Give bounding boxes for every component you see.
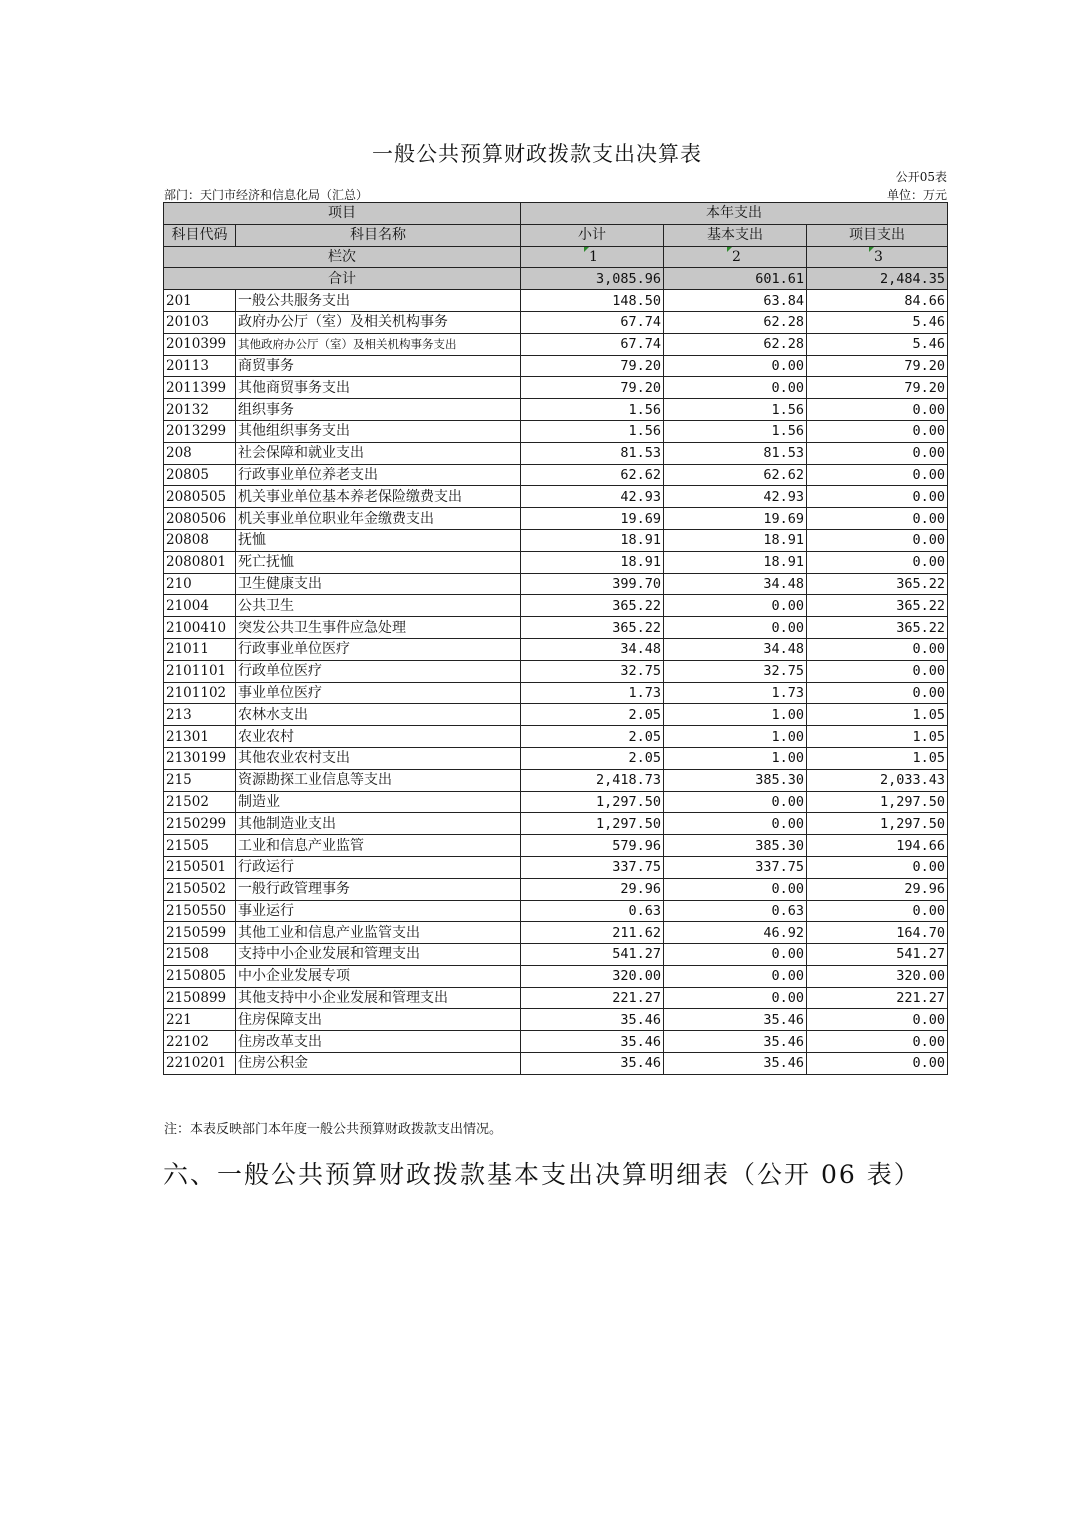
- expenditure-table: [163, 202, 948, 1075]
- row-project: 1.05: [807, 704, 948, 726]
- row-project: 79.20: [807, 377, 948, 399]
- row-project: 0.00: [807, 856, 948, 878]
- table-row: [164, 922, 948, 944]
- row-project: 84.66: [807, 290, 948, 312]
- unit-label: 单位：万元: [886, 188, 947, 202]
- table-note: 注：本表反映部门本年度一般公共预算财政拨款支出情况。: [164, 1122, 503, 1137]
- table-row: [164, 399, 948, 421]
- row-project: 0.00: [807, 682, 948, 704]
- row-name: 住房改革支出: [236, 1031, 521, 1053]
- row-project: 5.46: [807, 333, 948, 355]
- table-title: 一般公共预算财政拨款支出决算表: [372, 142, 702, 166]
- row-code: 20113: [164, 355, 236, 377]
- table-row: [164, 1031, 948, 1053]
- row-project: 0.00: [807, 660, 948, 682]
- row-subtotal: 18.91: [521, 529, 664, 551]
- table-row: [164, 944, 948, 966]
- row-basic: 0.00: [664, 878, 807, 900]
- row-name: 事业运行: [236, 900, 521, 922]
- row-subtotal: 62.62: [521, 464, 664, 486]
- row-basic: 0.00: [664, 595, 807, 617]
- header-name: 科目名称: [236, 224, 521, 246]
- row-subtotal: 2.05: [521, 747, 664, 769]
- row-code: 21004: [164, 595, 236, 617]
- row-name: 农业农村: [236, 726, 521, 748]
- row-name: 制造业: [236, 791, 521, 813]
- total-basic: 601.61: [664, 268, 807, 290]
- table-row: [164, 747, 948, 769]
- row-subtotal: 2.05: [521, 704, 664, 726]
- row-project: 0.00: [807, 551, 948, 573]
- row-basic: 18.91: [664, 529, 807, 551]
- row-name: 机关事业单位基本养老保险缴费支出: [236, 486, 521, 508]
- header-row-2: [164, 224, 948, 246]
- row-name: 工业和信息产业监管: [236, 835, 521, 857]
- row-code: 20808: [164, 529, 236, 551]
- row-project: 0.00: [807, 399, 948, 421]
- row-code: 2080505: [164, 486, 236, 508]
- row-basic: 337.75: [664, 856, 807, 878]
- column-order-row: [164, 246, 948, 268]
- row-name: 组织事务: [236, 399, 521, 421]
- column-order-label: 栏次: [164, 246, 521, 268]
- row-code: 21502: [164, 791, 236, 813]
- row-name: 突发公共卫生事件应急处理: [236, 617, 521, 639]
- table-row: [164, 529, 948, 551]
- section-heading: 六、一般公共预算财政拨款基本支出决算明细表（公开 06 表）: [163, 1160, 921, 1189]
- row-subtotal: 541.27: [521, 944, 664, 966]
- table-row: [164, 464, 948, 486]
- row-basic: 0.00: [664, 965, 807, 987]
- row-project: 0.00: [807, 1053, 948, 1075]
- row-code: 215: [164, 769, 236, 791]
- row-project: 365.22: [807, 595, 948, 617]
- row-subtotal: 320.00: [521, 965, 664, 987]
- row-basic: 42.93: [664, 486, 807, 508]
- row-basic: 35.46: [664, 1053, 807, 1075]
- row-subtotal: 365.22: [521, 595, 664, 617]
- row-subtotal: 1,297.50: [521, 813, 664, 835]
- row-name: 住房公积金: [236, 1053, 521, 1075]
- row-subtotal: 148.50: [521, 290, 664, 312]
- row-basic: 32.75: [664, 660, 807, 682]
- row-code: 2013299: [164, 420, 236, 442]
- row-subtotal: 35.46: [521, 1009, 664, 1031]
- column-number-2-text: 2: [732, 248, 741, 265]
- row-code: 21301: [164, 726, 236, 748]
- row-name: 支持中小企业发展和管理支出: [236, 944, 521, 966]
- row-basic: 35.46: [664, 1009, 807, 1031]
- row-subtotal: 79.20: [521, 377, 664, 399]
- row-code: 2150502: [164, 878, 236, 900]
- row-subtotal: 35.46: [521, 1031, 664, 1053]
- table-row: [164, 290, 948, 312]
- row-project: 164.70: [807, 922, 948, 944]
- column-number-3-text: 3: [874, 248, 883, 265]
- header-project-expense: 项目支出: [807, 224, 948, 246]
- row-subtotal: 18.91: [521, 551, 664, 573]
- row-project: 79.20: [807, 355, 948, 377]
- row-project: 365.22: [807, 617, 948, 639]
- row-code: 221: [164, 1009, 236, 1031]
- row-project: 0.00: [807, 900, 948, 922]
- row-basic: 0.00: [664, 617, 807, 639]
- row-name: 资源勘探工业信息等支出: [236, 769, 521, 791]
- row-code: 2011399: [164, 377, 236, 399]
- row-basic: 63.84: [664, 290, 807, 312]
- row-basic: 19.69: [664, 508, 807, 530]
- row-code: 2080801: [164, 551, 236, 573]
- column-number-1: [521, 246, 664, 268]
- row-subtotal: 0.63: [521, 900, 664, 922]
- table-row: [164, 1053, 948, 1075]
- row-subtotal: 29.96: [521, 878, 664, 900]
- row-project: 0.00: [807, 420, 948, 442]
- row-code: 2101102: [164, 682, 236, 704]
- department-label: 部门：天门市经济和信息化局（汇总）: [164, 188, 369, 202]
- table-row: [164, 486, 948, 508]
- row-name: 行政运行: [236, 856, 521, 878]
- table-row: [164, 791, 948, 813]
- row-project: 541.27: [807, 944, 948, 966]
- row-name: 行政事业单位医疗: [236, 638, 521, 660]
- column-number-3: [807, 246, 948, 268]
- row-name: 卫生健康支出: [236, 573, 521, 595]
- row-name: 其他农业农村支出: [236, 747, 521, 769]
- row-name: 农林水支出: [236, 704, 521, 726]
- table-row: [164, 835, 948, 857]
- row-code: 2130199: [164, 747, 236, 769]
- row-project: 29.96: [807, 878, 948, 900]
- row-basic: 34.48: [664, 638, 807, 660]
- row-basic: 1.00: [664, 704, 807, 726]
- row-code: 2150299: [164, 813, 236, 835]
- row-code: 2101101: [164, 660, 236, 682]
- table-row: [164, 508, 948, 530]
- row-code: 210: [164, 573, 236, 595]
- row-code: 2150899: [164, 987, 236, 1009]
- row-project: 0.00: [807, 1031, 948, 1053]
- row-name: 其他支持中小企业发展和管理支出: [236, 987, 521, 1009]
- row-code: 20805: [164, 464, 236, 486]
- row-basic: 1.56: [664, 399, 807, 421]
- row-basic: 0.00: [664, 791, 807, 813]
- table-row: [164, 420, 948, 442]
- row-project: 1.05: [807, 747, 948, 769]
- row-basic: 34.48: [664, 573, 807, 595]
- row-project: 0.00: [807, 464, 948, 486]
- row-project: 1,297.50: [807, 791, 948, 813]
- row-basic: 0.00: [664, 355, 807, 377]
- row-project: 5.46: [807, 311, 948, 333]
- row-name: 社会保障和就业支出: [236, 442, 521, 464]
- row-name: 一般公共服务支出: [236, 290, 521, 312]
- row-basic: 0.63: [664, 900, 807, 922]
- row-basic: 81.53: [664, 442, 807, 464]
- row-name: 事业单位医疗: [236, 682, 521, 704]
- table-row: [164, 987, 948, 1009]
- row-name: 公共卫生: [236, 595, 521, 617]
- table-row: [164, 442, 948, 464]
- column-number-1-text: 1: [589, 248, 598, 265]
- row-subtotal: 211.62: [521, 922, 664, 944]
- row-project: 0.00: [807, 508, 948, 530]
- row-basic: 35.46: [664, 1031, 807, 1053]
- row-name: 其他商贸事务支出: [236, 377, 521, 399]
- row-subtotal: 79.20: [521, 355, 664, 377]
- row-basic: 62.62: [664, 464, 807, 486]
- row-project: 0.00: [807, 638, 948, 660]
- table-row: [164, 682, 948, 704]
- row-code: 2150599: [164, 922, 236, 944]
- table-row: [164, 900, 948, 922]
- row-basic: 385.30: [664, 769, 807, 791]
- row-code: 21508: [164, 944, 236, 966]
- header-subtotal: 小计: [521, 224, 664, 246]
- row-code: 22102: [164, 1031, 236, 1053]
- row-project: 194.66: [807, 835, 948, 857]
- row-code: 213: [164, 704, 236, 726]
- row-basic: 18.91: [664, 551, 807, 573]
- table-row: [164, 769, 948, 791]
- row-basic: 62.28: [664, 333, 807, 355]
- row-code: 201: [164, 290, 236, 312]
- row-subtotal: 32.75: [521, 660, 664, 682]
- table-row: [164, 617, 948, 639]
- header-project: 项目: [164, 203, 521, 225]
- table-row: [164, 638, 948, 660]
- table-row: [164, 355, 948, 377]
- header-current-year: 本年支出: [521, 203, 948, 225]
- table-row: [164, 660, 948, 682]
- row-name: 其他组织事务支出: [236, 420, 521, 442]
- row-project: 365.22: [807, 573, 948, 595]
- row-subtotal: 81.53: [521, 442, 664, 464]
- row-basic: 62.28: [664, 311, 807, 333]
- total-row: [164, 268, 948, 290]
- header-code: 科目代码: [164, 224, 236, 246]
- row-name: 死亡抚恤: [236, 551, 521, 573]
- row-subtotal: 399.70: [521, 573, 664, 595]
- table-row: [164, 704, 948, 726]
- row-code: 21011: [164, 638, 236, 660]
- column-number-2: [664, 246, 807, 268]
- row-basic: 0.00: [664, 813, 807, 835]
- row-project: 320.00: [807, 965, 948, 987]
- row-subtotal: 1.56: [521, 399, 664, 421]
- table-row: [164, 595, 948, 617]
- row-subtotal: 35.46: [521, 1053, 664, 1075]
- row-basic: 1.73: [664, 682, 807, 704]
- row-name: 行政事业单位养老支出: [236, 464, 521, 486]
- row-basic: 385.30: [664, 835, 807, 857]
- row-basic: 1.00: [664, 747, 807, 769]
- header-row-1: [164, 203, 948, 225]
- row-project: 0.00: [807, 442, 948, 464]
- row-name: 机关事业单位职业年金缴费支出: [236, 508, 521, 530]
- row-code: 2150501: [164, 856, 236, 878]
- row-code: 21505: [164, 835, 236, 857]
- table-row: [164, 856, 948, 878]
- table-row: [164, 878, 948, 900]
- table-row: [164, 551, 948, 573]
- row-name: 其他制造业支出: [236, 813, 521, 835]
- row-code: 208: [164, 442, 236, 464]
- row-project: 1.05: [807, 726, 948, 748]
- row-name: 住房保障支出: [236, 1009, 521, 1031]
- row-name: 抚恤: [236, 529, 521, 551]
- row-code: 20132: [164, 399, 236, 421]
- table-row: [164, 1009, 948, 1031]
- table-row: [164, 311, 948, 333]
- row-basic: 46.92: [664, 922, 807, 944]
- form-number: 公开05表: [895, 170, 947, 184]
- row-subtotal: 42.93: [521, 486, 664, 508]
- row-name: 其他政府办公厅（室）及相关机构事务支出: [236, 333, 521, 355]
- row-basic: 1.56: [664, 420, 807, 442]
- total-label: 合计: [164, 268, 521, 290]
- total-project: 2,484.35: [807, 268, 948, 290]
- header-basic: 基本支出: [664, 224, 807, 246]
- table-row: [164, 377, 948, 399]
- row-subtotal: 365.22: [521, 617, 664, 639]
- row-project: 221.27: [807, 987, 948, 1009]
- row-code: 2100410: [164, 617, 236, 639]
- row-subtotal: 67.74: [521, 311, 664, 333]
- row-subtotal: 67.74: [521, 333, 664, 355]
- row-code: 2150805: [164, 965, 236, 987]
- row-subtotal: 19.69: [521, 508, 664, 530]
- row-subtotal: 221.27: [521, 987, 664, 1009]
- row-subtotal: 1,297.50: [521, 791, 664, 813]
- row-project: 0.00: [807, 529, 948, 551]
- row-subtotal: 1.73: [521, 682, 664, 704]
- row-basic: 0.00: [664, 944, 807, 966]
- row-code: 20103: [164, 311, 236, 333]
- row-subtotal: 1.56: [521, 420, 664, 442]
- row-name: 行政单位医疗: [236, 660, 521, 682]
- row-project: 0.00: [807, 1009, 948, 1031]
- row-basic: 1.00: [664, 726, 807, 748]
- row-name: 其他工业和信息产业监管支出: [236, 922, 521, 944]
- row-project: 0.00: [807, 486, 948, 508]
- row-code: 2210201: [164, 1053, 236, 1075]
- row-basic: 0.00: [664, 377, 807, 399]
- row-project: 1,297.50: [807, 813, 948, 835]
- table-row: [164, 333, 948, 355]
- row-name: 一般行政管理事务: [236, 878, 521, 900]
- row-subtotal: 579.96: [521, 835, 664, 857]
- row-name: 中小企业发展专项: [236, 965, 521, 987]
- total-subtotal: 3,085.96: [521, 268, 664, 290]
- table-row: [164, 965, 948, 987]
- row-code: 2010399: [164, 333, 236, 355]
- row-code: 2080506: [164, 508, 236, 530]
- row-subtotal: 2,418.73: [521, 769, 664, 791]
- table-row: [164, 573, 948, 595]
- table-row: [164, 726, 948, 748]
- row-project: 2,033.43: [807, 769, 948, 791]
- row-subtotal: 34.48: [521, 638, 664, 660]
- row-subtotal: 2.05: [521, 726, 664, 748]
- table-row: [164, 813, 948, 835]
- row-name: 政府办公厅（室）及相关机构事务: [236, 311, 521, 333]
- row-subtotal: 337.75: [521, 856, 664, 878]
- row-basic: 0.00: [664, 987, 807, 1009]
- row-code: 2150550: [164, 900, 236, 922]
- row-name: 商贸事务: [236, 355, 521, 377]
